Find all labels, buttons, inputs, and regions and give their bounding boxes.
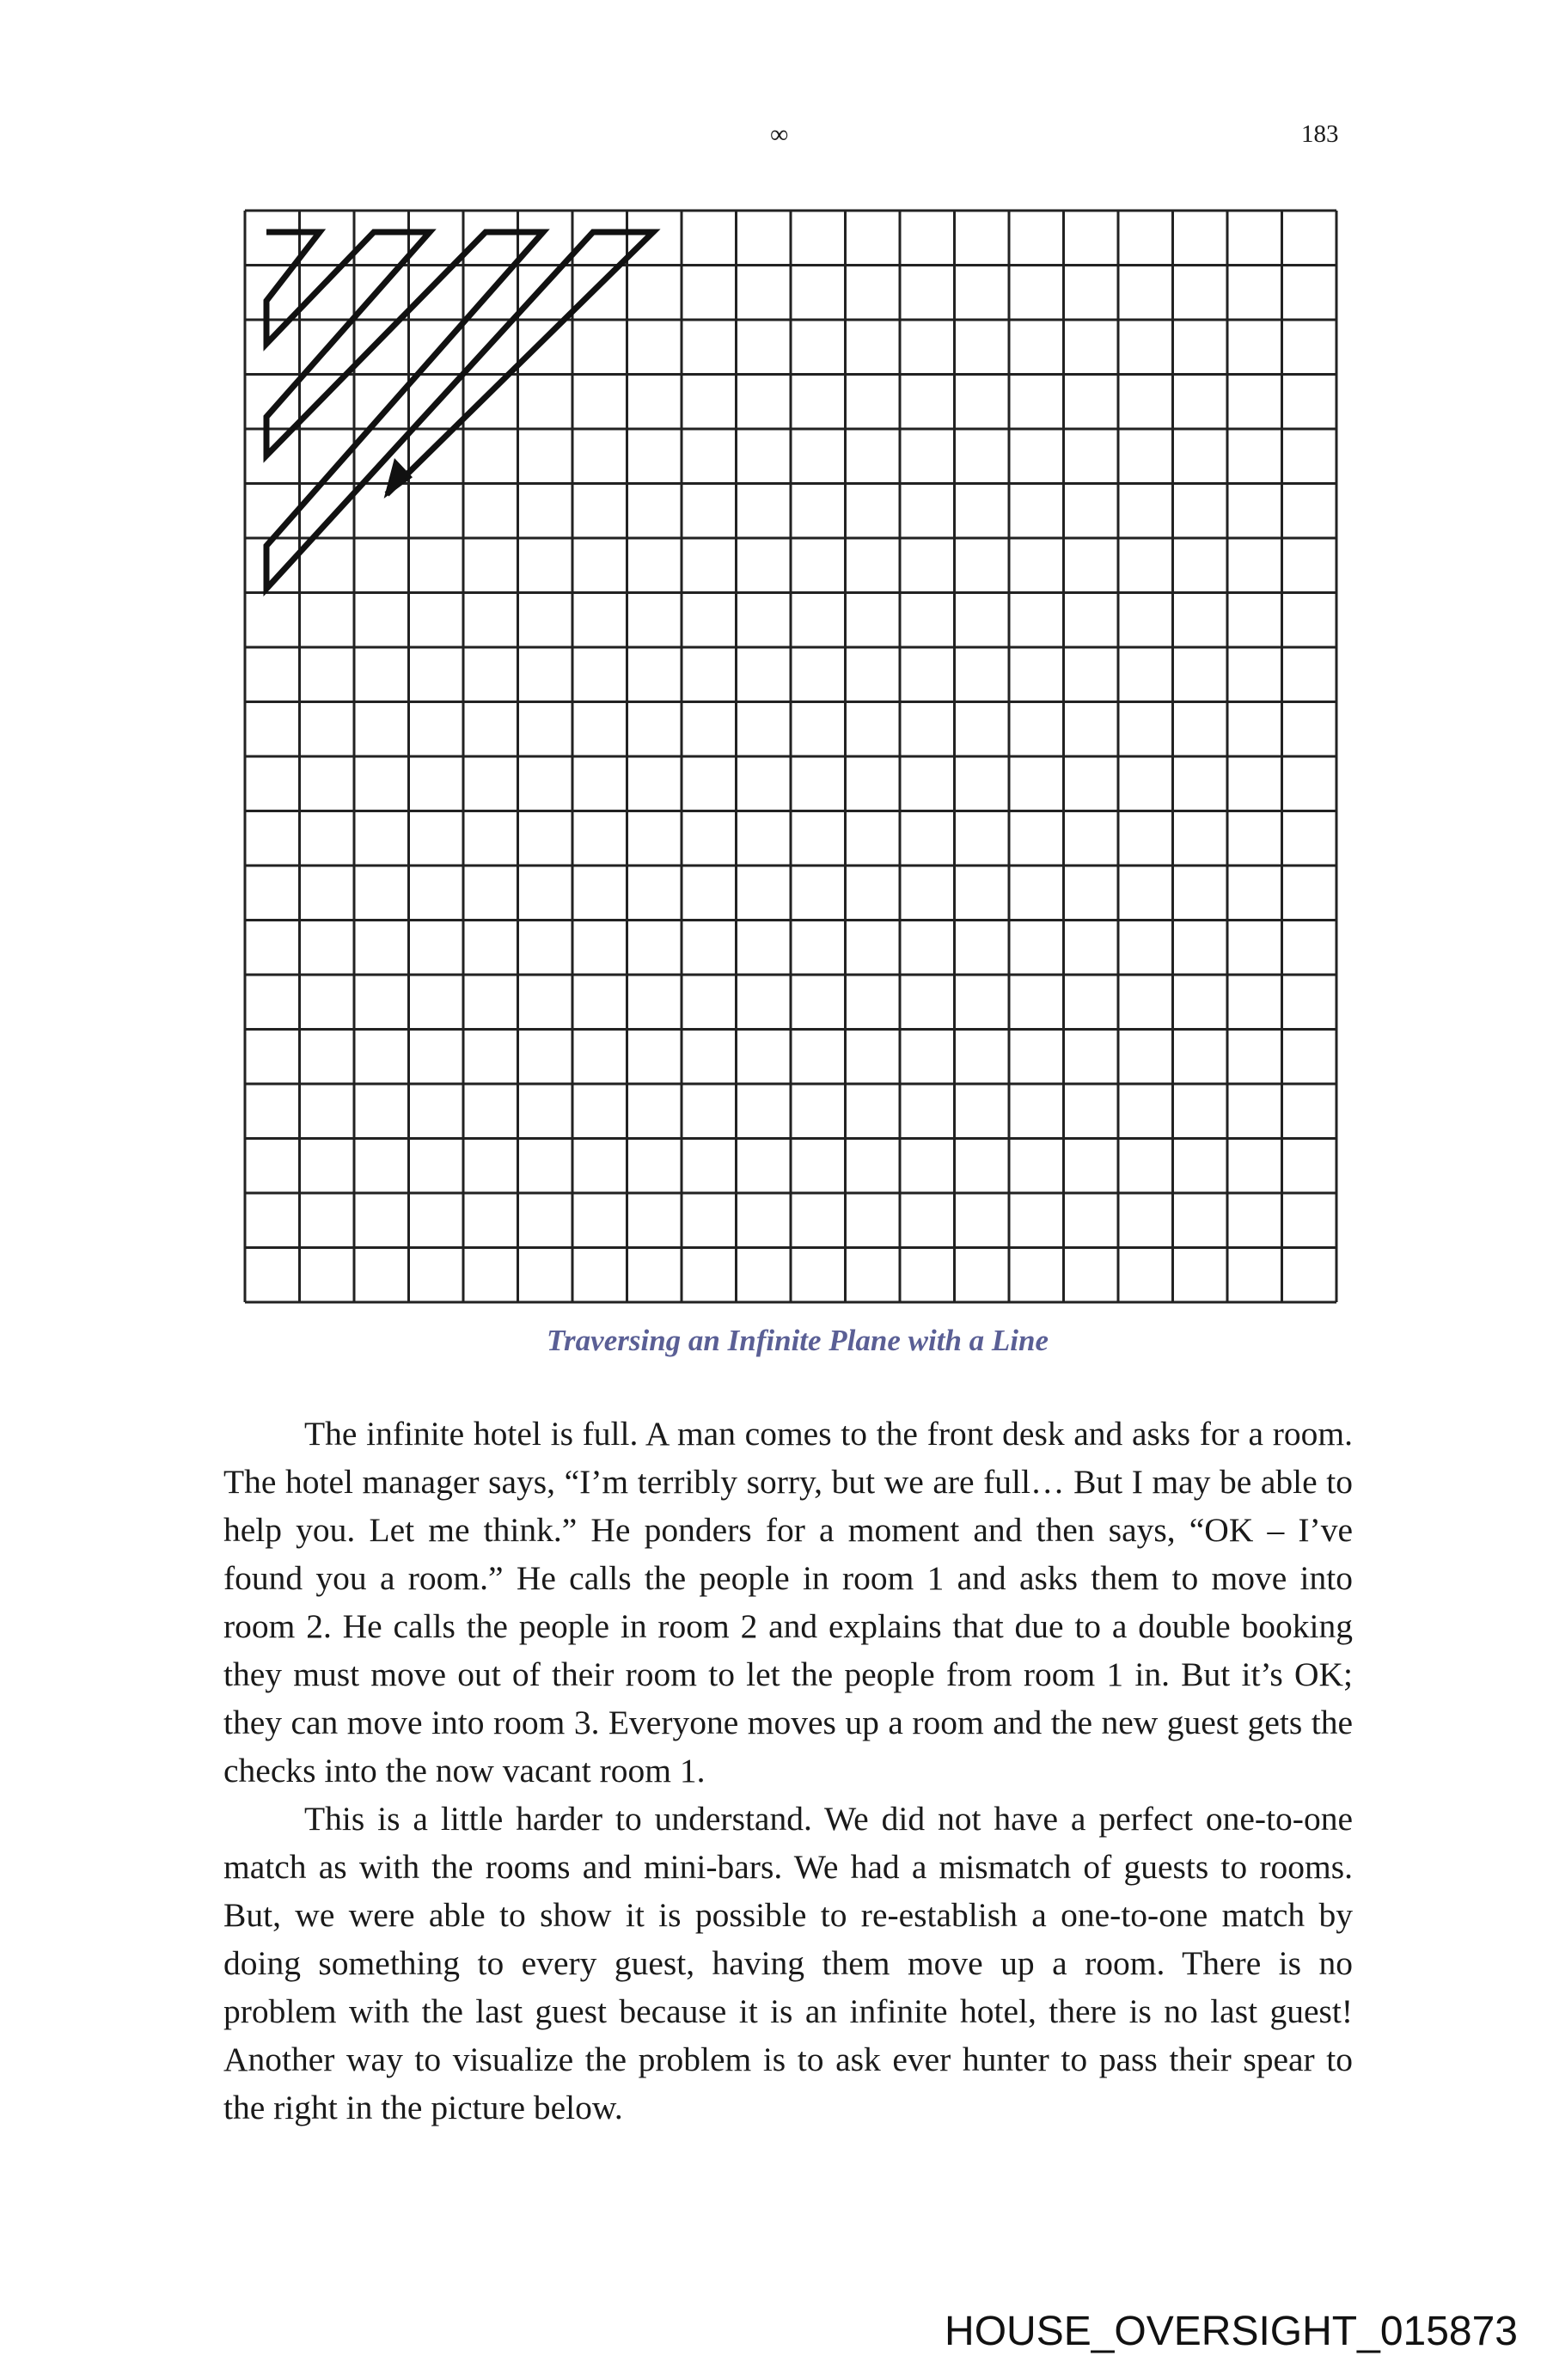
page-number: 183 bbox=[1301, 120, 1339, 148]
body-text bbox=[223, 1410, 1353, 2132]
bates-stamp: HOUSE_OVERSIGHT_015873 bbox=[945, 2309, 1518, 2354]
paragraph-1: The infinite hotel is full. A man comes to the front desk and asks for a room. The hotel manager says, “I’m terribly sorry, but we are full… But I may be able to help you. Let me think.” He ponders for a moment and then says, “OK – I’ve found you a room.” He calls the people in room 1 and asks them to move into room 2. He calls the people in room 2 and explains that due to a double booking they must move out of their room to let the people from room 1 in. But it’s OK; they can move into room 3. Everyone moves up a room and the new guest gets the checks into the now vacant room 1. bbox=[223, 1415, 1353, 1790]
arrowhead bbox=[387, 462, 410, 494]
figure-caption: Traversing an Infinite Plane with a Line bbox=[546, 1324, 1049, 1357]
grid-diagram bbox=[232, 198, 1349, 1315]
traversal-path bbox=[266, 232, 653, 589]
zigzag-arrow-icon bbox=[266, 232, 653, 589]
infinite-plane-figure bbox=[232, 198, 1349, 1315]
paragraph-2: This is a little harder to understand. We did not have a perfect one-to-one match as with the rooms and mini-bars. We had a mismatch of guests to rooms. But, we were able to show it is possible to re-establish a one-to-one match by doing something to every guest, having them move up a room. There is no problem with the last guest because it is an infinite hotel, there is no last guest! Another way to visualize the problem is to ask ever hunter to pass their spear to the right in the picture below. bbox=[223, 1800, 1353, 2126]
infinity-symbol: ∞ bbox=[770, 120, 789, 149]
grid-lines bbox=[245, 211, 1336, 1302]
running-head bbox=[0, 120, 1547, 155]
